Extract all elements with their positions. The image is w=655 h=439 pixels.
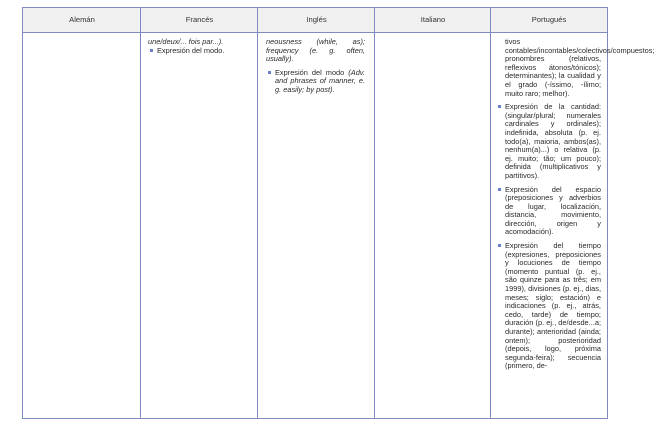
header-italiano: Italiano: [420, 15, 446, 24]
ingles-item: [266, 69, 365, 95]
header-frances: Francés: [185, 15, 214, 24]
column-divider: [257, 8, 258, 418]
bullet-icon: [150, 49, 153, 52]
ingles-item-text-a: Expresión del modo: [275, 67, 349, 77]
table-header: [23, 8, 607, 33]
header-portugues: Portugués: [531, 15, 567, 24]
portugues-item-text: Expresión de la cantidad: (singular/plural; numerales cardinales y ordinales); indefinida, absoluta (p. ej. todo(a), maioria, ambos(as), nenhum(a)...) o relativa (p. ej. muito; tão; um pouco); definida (multiplicativos y partitivos).: [505, 102, 601, 180]
bullet-icon: [498, 244, 501, 247]
column-divider: [140, 8, 141, 418]
header-ingles: Inglés: [306, 15, 327, 24]
header-aleman: Alemán: [69, 15, 95, 24]
bullet-icon: [498, 105, 501, 108]
column-divider: [490, 8, 491, 418]
portugues-item-cantidad: [496, 103, 601, 180]
portugues-item-text: Expresión del tiempo (expresiones, preposiciones y locuciones de tiempo (momento puntual (p. ej., são quinze para as três; em 1999), divisiones (p. ej., dias, meses; siglo; estación) e indicaciones (p. ej., atrás, cedo, tarde) de tiempo; duración (p. ej., de/desde...a; durante); anterioridad (ainda; ontem); posterioridad (depois, logo, próxima segunda-feira); secuencia (primero, de-: [505, 241, 601, 371]
portugues-cell: [496, 37, 655, 371]
ingles-cell: [266, 38, 365, 95]
ingles-continuation: neousness (while, as); frequency (e. g. often, usually).: [266, 37, 365, 64]
column-divider: [374, 8, 375, 418]
ingles-item-text-b: (Adv. and phrases of manner, e. g. easily; by post).: [275, 67, 365, 94]
frances-continuation: une/deux/... fois par...).: [148, 37, 224, 46]
bullet-icon: [498, 188, 501, 191]
frances-item: [148, 47, 248, 56]
portugues-item-text: Expresión del espacio (preposiciones y adverbios de lugar, localización, distancia, movimiento, dirección, origen y acomodación).: [505, 184, 601, 237]
portugues-continuation: tivos contables/incontables/colectivos/compuestos; pronombres (relativos, reflexivos átonos/tónicos); determinantes); la cualidad y el grado (-íssimo, -ílimo; muito raro; melhor).: [505, 37, 655, 98]
portugues-item-espacio: [496, 186, 601, 238]
frances-item-text: Expresión del modo.: [157, 45, 225, 55]
frances-cell: [148, 38, 248, 55]
bullet-icon: [268, 71, 271, 74]
content-table: [22, 7, 655, 419]
portugues-item-tiempo: [496, 242, 601, 371]
